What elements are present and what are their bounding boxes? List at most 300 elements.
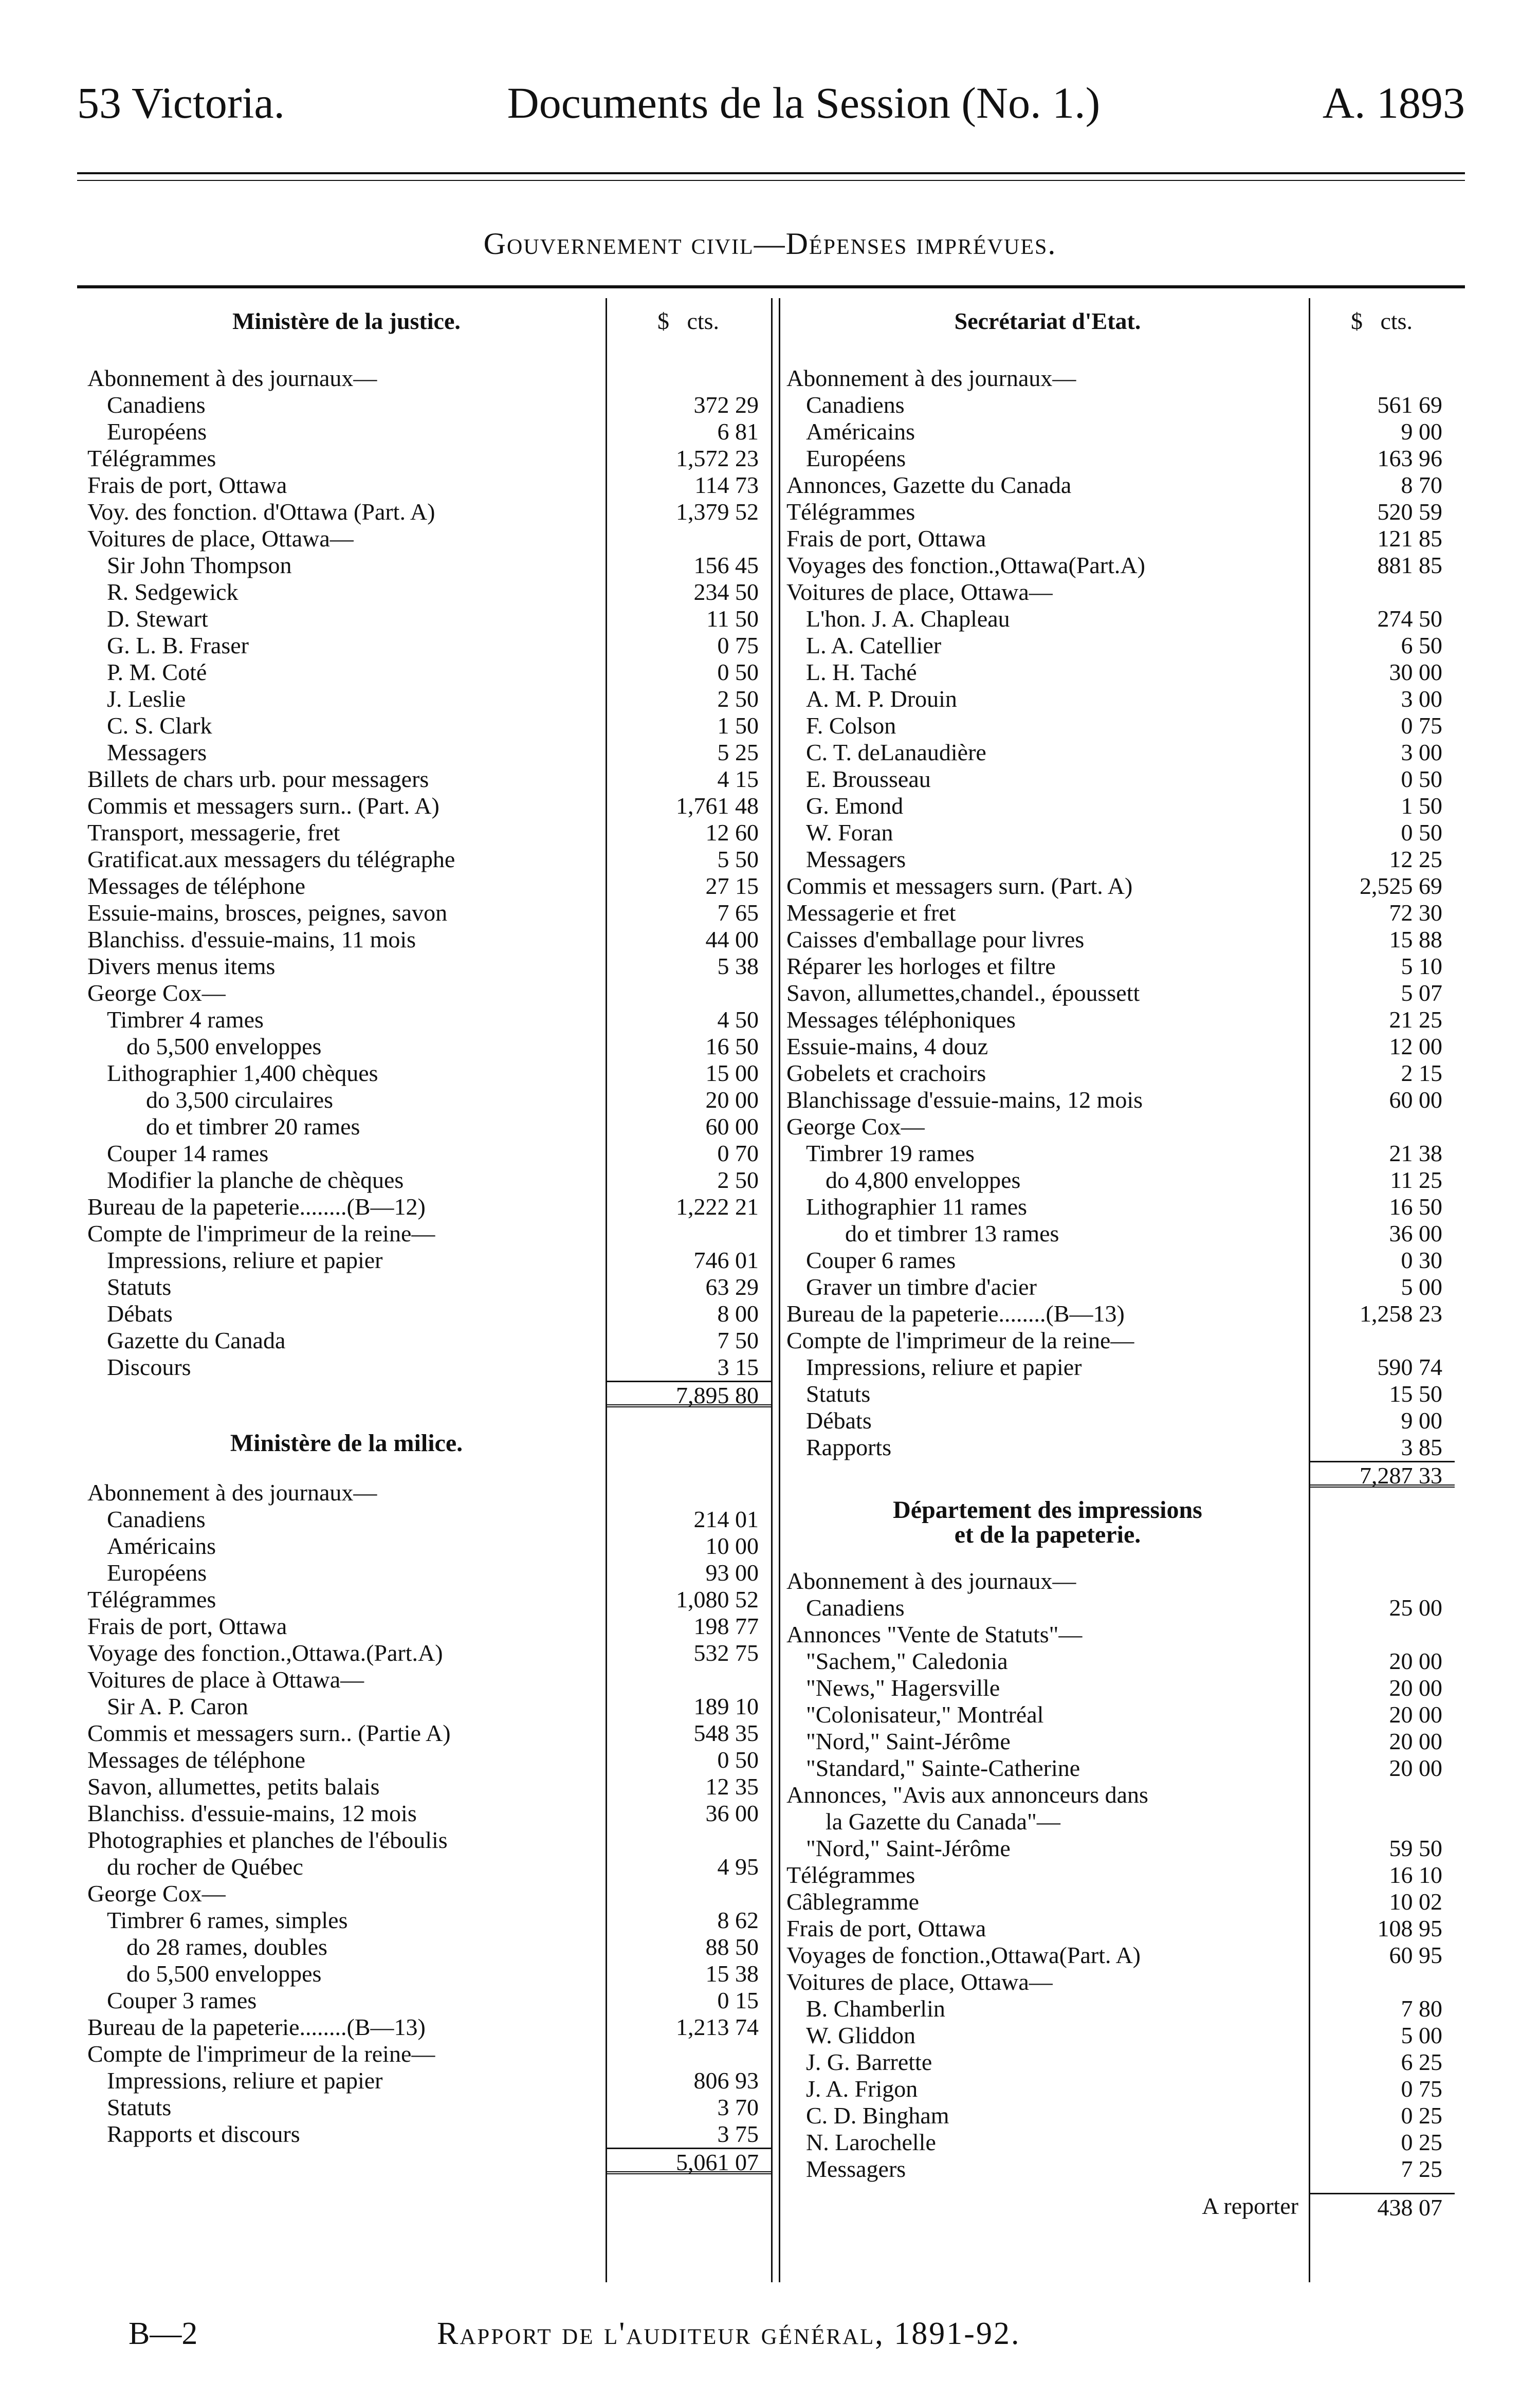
table-row: [786, 1327, 1455, 1354]
table-row: [786, 1354, 1455, 1381]
table-row: [786, 445, 1455, 472]
table-row: [786, 2022, 1455, 2049]
carry-forward-row: [786, 2193, 1455, 2220]
item-description: Couper 3 rames: [107, 1987, 257, 2013]
left-column: [87, 298, 771, 2174]
item-description: Discours: [107, 1354, 191, 1380]
item-amount: 214 01: [693, 1506, 759, 1532]
item-amount: 234 50: [693, 579, 759, 605]
item-description: Bureau de la papeterie........(B—13): [786, 1300, 1125, 1327]
table-row: [87, 926, 771, 953]
milice-total: 5,061 07: [606, 2148, 771, 2174]
justice-total: 7,895 80: [606, 1381, 771, 1407]
item-amount: 15 88: [1389, 926, 1442, 952]
item-description: Sir John Thompson: [107, 552, 292, 578]
item-amount: 15 00: [705, 1060, 759, 1086]
item-description: George Cox—: [87, 980, 226, 1006]
table-row: [87, 418, 771, 445]
item-amount: [1309, 1782, 1455, 1808]
item-amount: [606, 1479, 771, 1506]
item-amount: 532 75: [693, 1640, 759, 1666]
table-row: [786, 1140, 1455, 1167]
item-amount: [1309, 1969, 1455, 1995]
item-description: Canadiens: [806, 392, 905, 418]
table-row: [87, 1987, 771, 2014]
item-description: Timbrer 19 rames: [806, 1140, 975, 1166]
item-description: Impressions, reliure et papier: [107, 1247, 383, 1273]
item-description: W. Foran: [806, 819, 893, 846]
item-amount: 59 50: [1389, 1835, 1442, 1861]
table-row: [786, 846, 1455, 873]
item-description: George Cox—: [87, 1880, 226, 1907]
item-amount: 1 50: [717, 712, 759, 739]
item-description: Blanchiss. d'essuie-mains, 11 mois: [87, 926, 416, 952]
item-description: Canadiens: [107, 1506, 206, 1532]
item-description: Gobelets et crachoirs: [786, 1060, 986, 1086]
item-amount: 3 00: [1401, 739, 1442, 765]
item-amount: 15 38: [705, 1960, 759, 1987]
table-row: [786, 980, 1455, 1006]
item-description: Lithographier 11 rames: [806, 1194, 1028, 1220]
table-row: [786, 1194, 1455, 1220]
item-description: Télégrammes: [87, 1586, 216, 1612]
item-description: Timbrer 6 rames, simples: [107, 1907, 348, 1933]
table-row: [87, 1613, 771, 1640]
section-heading-secretariat: Secrétariat d'Etat.: [954, 308, 1141, 334]
item-description: Gazette du Canada: [107, 1327, 286, 1353]
item-amount: 30 00: [1389, 659, 1442, 685]
item-description: Bureau de la papeterie........(B—12): [87, 1194, 426, 1220]
item-amount: 6 25: [1401, 2049, 1442, 2075]
column-divider: [771, 298, 773, 2282]
item-amount: 5 10: [1401, 953, 1442, 979]
table-row: [87, 1060, 771, 1087]
item-description: Timbrer 4 rames: [107, 1006, 264, 1033]
right-column: [786, 298, 1455, 2220]
table-row: [786, 659, 1455, 686]
table-row: [87, 1907, 771, 1934]
table-row: [786, 1782, 1455, 1808]
table-row: [786, 499, 1455, 525]
item-amount: 4 15: [717, 766, 759, 792]
item-amount: [1309, 365, 1455, 392]
item-amount: 3 15: [717, 1354, 759, 1380]
item-description: Bureau de la papeterie........(B—13): [87, 2014, 426, 2040]
item-description: Annonces, Gazette du Canada: [786, 472, 1072, 498]
footer-text: Rapport de l'auditeur général, 1891-92.: [437, 2316, 1021, 2351]
item-amount: 0 25: [1401, 2102, 1442, 2129]
table-row: [87, 739, 771, 766]
item-description: Européens: [107, 418, 207, 445]
item-description: Messages de téléphone: [87, 873, 306, 899]
item-amount: [606, 1827, 771, 1854]
item-description: Statuts: [107, 1274, 172, 1300]
table-row: [87, 552, 771, 579]
table-row: [87, 953, 771, 980]
item-amount: 8 70: [1401, 472, 1442, 498]
table-row: [87, 1167, 771, 1194]
item-amount: 2 50: [717, 1167, 759, 1193]
item-amount: 2 50: [717, 686, 759, 712]
table-row: [786, 1835, 1455, 1862]
header-rule-thick: [77, 172, 1465, 174]
table-row: [87, 793, 771, 819]
item-amount: 16 50: [705, 1033, 759, 1059]
table-row: [786, 1568, 1455, 1594]
item-amount: [1309, 1621, 1455, 1648]
table-row: [786, 1167, 1455, 1194]
item-description: N. Larochelle: [806, 2129, 936, 2155]
item-amount: [1309, 1808, 1455, 1835]
table-row: [87, 712, 771, 739]
page-header: [77, 77, 1465, 129]
item-amount: 7 80: [1401, 1995, 1442, 2022]
header-center: Documents de la Session (No. 1.): [507, 78, 1101, 127]
item-description: du rocher de Québec: [107, 1854, 303, 1880]
item-amount: 20 00: [1389, 1728, 1442, 1754]
item-description: do 4,800 enveloppes: [826, 1167, 1021, 1193]
table-row: [786, 472, 1455, 499]
section-heading-justice: Ministère de la justice.: [232, 308, 461, 334]
item-amount: 0 75: [1401, 2076, 1442, 2102]
item-description: "News," Hagersville: [806, 1675, 1000, 1701]
item-amount: 60 00: [705, 1113, 759, 1140]
header-left: 53 Victoria.: [77, 78, 285, 127]
table-row: [786, 953, 1455, 980]
item-description: Débats: [806, 1407, 872, 1434]
item-amount: 4 95: [717, 1854, 759, 1880]
item-amount: 11 50: [706, 606, 759, 632]
item-amount: 0 50: [1401, 766, 1442, 792]
table-row: [786, 525, 1455, 552]
table-row: [87, 1247, 771, 1274]
item-description: L'hon. J. A. Chapleau: [806, 606, 1010, 632]
item-description: Billets de chars urb. pour messagers: [87, 766, 429, 792]
item-amount: 8 00: [717, 1300, 759, 1327]
item-amount: 1,213 74: [676, 2014, 759, 2040]
item-description: Voitures de place à Ottawa—: [87, 1666, 364, 1693]
item-description: George Cox—: [786, 1113, 925, 1140]
item-amount: 5 07: [1401, 980, 1442, 1006]
expense-table: [87, 298, 1455, 2282]
table-row: [87, 1560, 771, 1586]
item-amount: 16 10: [1389, 1862, 1442, 1888]
item-description: Blanchiss. d'essuie-mains, 12 mois: [87, 1800, 417, 1826]
item-amount: 0 30: [1401, 1247, 1442, 1273]
table-row: [87, 1747, 771, 1773]
item-description: J. G. Barrette: [806, 2049, 932, 2075]
table-row: [87, 1140, 771, 1167]
item-description: do et timbrer 13 rames: [845, 1220, 1059, 1247]
item-amount: 0 15: [717, 1987, 759, 2013]
table-row: [786, 1701, 1455, 1728]
item-amount: [606, 1220, 771, 1247]
item-amount: 20 00: [1389, 1648, 1442, 1674]
item-amount: [606, 365, 771, 392]
secretariat-rows: [786, 365, 1455, 1461]
item-amount: 590 74: [1377, 1354, 1442, 1380]
table-row: [786, 1648, 1455, 1675]
item-amount: 60 95: [1389, 1942, 1442, 1968]
item-description: "Sachem," Caledonia: [806, 1648, 1008, 1674]
item-description: A. M. P. Drouin: [806, 686, 957, 712]
item-description: Voy. des fonction. d'Ottawa (Part. A): [87, 499, 435, 525]
item-amount: 189 10: [693, 1693, 759, 1719]
item-description: J. Leslie: [107, 686, 186, 712]
item-amount: 16 50: [1389, 1194, 1442, 1220]
table-row: [87, 1854, 771, 1880]
table-row: [87, 1586, 771, 1613]
item-amount: [1309, 1568, 1455, 1594]
table-row: [786, 1621, 1455, 1648]
item-amount: 5 00: [1401, 1274, 1442, 1300]
item-amount: 881 85: [1377, 552, 1442, 578]
item-amount: 1,258 23: [1360, 1300, 1442, 1327]
item-description: do 5,500 enveloppes: [126, 1033, 322, 1059]
table-row: [87, 846, 771, 873]
header-right: A. 1893: [1322, 78, 1465, 127]
table-row: [786, 1274, 1455, 1300]
item-description: Compte de l'imprimeur de la reine—: [87, 1220, 435, 1247]
item-description: Impressions, reliure et papier: [806, 1354, 1082, 1380]
table-row: [87, 1506, 771, 1533]
table-row: [87, 1087, 771, 1113]
item-amount: 93 00: [705, 1560, 759, 1586]
table-row: [87, 1479, 771, 1506]
item-description: Photographies et planches de l'éboulis: [87, 1827, 448, 1853]
table-top-rule: [77, 285, 1465, 288]
item-description: Impressions, reliure et papier: [107, 2067, 383, 2094]
table-row: [786, 926, 1455, 953]
item-amount: [606, 1880, 771, 1907]
table-row: [87, 2121, 771, 2148]
item-amount: [606, 525, 771, 552]
item-description: L. H. Taché: [806, 659, 917, 685]
table-row: [786, 1006, 1455, 1033]
table-row: [786, 739, 1455, 766]
table-row: [87, 686, 771, 712]
item-description: Compte de l'imprimeur de la reine—: [786, 1327, 1134, 1353]
item-description: Messagers: [806, 846, 906, 872]
currency-header-right: $ cts.: [1350, 308, 1413, 334]
table-row: [786, 2129, 1455, 2156]
item-description: Frais de port, Ottawa: [87, 1613, 287, 1639]
justice-rows: [87, 365, 771, 1381]
item-amount: 5 25: [717, 739, 759, 765]
impressions-rows: [786, 1568, 1455, 2183]
table-row: [786, 1755, 1455, 1782]
item-amount: 10 00: [705, 1533, 759, 1559]
table-row: [87, 659, 771, 686]
item-amount: 806 93: [693, 2067, 759, 2094]
item-description: Messages téléphoniques: [786, 1006, 1016, 1033]
item-description: Voitures de place, Ottawa—: [786, 579, 1053, 605]
milice-rows: [87, 1479, 771, 2148]
item-description: C. D. Bingham: [806, 2102, 949, 2129]
table-row: [786, 873, 1455, 900]
table-row: [87, 1220, 771, 1247]
item-description: do 5,500 enveloppes: [126, 1960, 322, 1987]
item-description: Caisses d'emballage pour livres: [786, 926, 1085, 952]
item-description: G. Emond: [806, 793, 904, 819]
item-description: Compte de l'imprimeur de la reine—: [87, 2041, 435, 2067]
table-row: [87, 392, 771, 418]
item-description: Commis et messagers surn.. (Part. A): [87, 793, 439, 819]
secretariat-total-row: [786, 1461, 1455, 1488]
table-row: [786, 1060, 1455, 1087]
table-row: [786, 1728, 1455, 1755]
item-description: C. S. Clark: [107, 712, 212, 739]
table-row: [786, 1594, 1455, 1621]
item-amount: 12 60: [705, 819, 759, 846]
item-amount: 7 50: [717, 1327, 759, 1353]
item-amount: [606, 1666, 771, 1693]
item-description: Commis et messagers surn.. (Partie A): [87, 1720, 451, 1746]
table-row: [87, 2067, 771, 2094]
item-description: do 3,500 circulaires: [146, 1087, 334, 1113]
table-row: [786, 1915, 1455, 1942]
item-amount: 36 00: [705, 1800, 759, 1826]
item-description: Statuts: [806, 1381, 871, 1407]
table-row: [786, 1889, 1455, 1915]
item-amount: 3 70: [717, 2094, 759, 2120]
item-amount: 5 00: [1401, 2022, 1442, 2048]
item-amount: 0 75: [717, 632, 759, 658]
item-description: Voyages des fonction.,Ottawa(Part.A): [786, 552, 1145, 578]
item-description: Annonces "Vente de Statuts"—: [786, 1621, 1083, 1647]
item-description: Frais de port, Ottawa: [786, 525, 986, 552]
carry-label: A reporter: [1202, 2193, 1298, 2219]
item-description: Gratificat.aux messagers du télégraphe: [87, 846, 455, 872]
item-amount: 1,379 52: [676, 499, 759, 525]
item-amount: 6 50: [1401, 632, 1442, 658]
table-row: [87, 445, 771, 472]
item-description: Abonnement à des journaux—: [786, 365, 1076, 391]
item-description: "Nord," Saint-Jérôme: [806, 1835, 1011, 1861]
item-amount: 21 38: [1389, 1140, 1442, 1166]
item-amount: 2 15: [1401, 1060, 1442, 1086]
item-description: Savon, allumettes,chandel., époussett: [786, 980, 1140, 1006]
item-description: P. M. Coté: [107, 659, 207, 685]
table-row: [87, 1640, 771, 1666]
table-row: [786, 392, 1455, 418]
header-rule-thin: [77, 180, 1465, 181]
secretariat-total: 7,287 33: [1309, 1461, 1455, 1488]
item-amount: 198 77: [693, 1613, 759, 1639]
item-amount: 0 50: [1401, 819, 1442, 846]
item-amount: 12 00: [1389, 1033, 1442, 1059]
table-row: [87, 365, 771, 392]
item-description: D. Stewart: [107, 606, 208, 632]
table-row: [87, 1300, 771, 1327]
item-description: Graver un timbre d'acier: [806, 1274, 1037, 1300]
item-amount: [606, 2041, 771, 2067]
item-description: L. A. Catellier: [806, 632, 942, 658]
item-amount: 372 29: [693, 392, 759, 418]
item-description: Canadiens: [806, 1594, 905, 1621]
item-amount: 114 73: [694, 472, 759, 498]
table-row: [87, 2041, 771, 2067]
item-amount: 156 45: [693, 552, 759, 578]
item-amount: 9 00: [1401, 418, 1442, 445]
item-amount: [1309, 579, 1455, 606]
item-description: B. Chamberlin: [806, 1995, 945, 2022]
item-amount: 12 25: [1389, 846, 1442, 872]
item-amount: 88 50: [705, 1934, 759, 1960]
item-amount: 20 00: [1389, 1701, 1442, 1728]
item-description: Frais de port, Ottawa: [786, 1915, 986, 1941]
item-amount: 548 35: [693, 1720, 759, 1746]
table-row: [87, 1033, 771, 1060]
item-amount: 7 25: [1401, 2156, 1442, 2182]
table-row: [786, 365, 1455, 392]
table-row: [786, 1969, 1455, 1995]
item-description: Voitures de place, Ottawa—: [87, 525, 354, 552]
table-row: [786, 1381, 1455, 1407]
table-row: [786, 819, 1455, 846]
table-row: [87, 1693, 771, 1720]
table-row: [87, 1880, 771, 1907]
table-row: [87, 1327, 771, 1354]
table-row: [87, 1194, 771, 1220]
table-row: [87, 606, 771, 632]
item-description: Modifier la planche de chèques: [107, 1167, 404, 1193]
item-amount: 561 69: [1377, 392, 1442, 418]
item-description: do 28 rames, doubles: [126, 1934, 327, 1960]
table-row: [786, 1434, 1455, 1461]
item-description: Débats: [107, 1300, 173, 1327]
table-row: [786, 1407, 1455, 1434]
item-description: R. Sedgewick: [107, 579, 239, 605]
table-row: [786, 1862, 1455, 1889]
item-description: "Colonisateur," Montréal: [806, 1701, 1044, 1728]
item-amount: 0 25: [1401, 2129, 1442, 2155]
item-amount: 3 00: [1401, 686, 1442, 712]
table-row: [786, 632, 1455, 659]
justice-total-row: [87, 1381, 771, 1407]
item-amount: 9 00: [1401, 1407, 1442, 1434]
item-description: Essuie-mains, 4 douz: [786, 1033, 988, 1059]
table-row: [786, 1808, 1455, 1835]
item-amount: 163 96: [1377, 445, 1442, 471]
table-row: [786, 1087, 1455, 1113]
item-amount: 20 00: [1389, 1755, 1442, 1781]
table-row: [87, 1533, 771, 1560]
section-heading-impressions-1: Département des impressions: [893, 1496, 1202, 1524]
table-row: [786, 1247, 1455, 1274]
item-description: W. Gliddon: [806, 2022, 915, 2048]
table-row: [786, 418, 1455, 445]
table-row: [786, 712, 1455, 739]
item-description: Télégrammes: [786, 1862, 915, 1888]
table-row: [87, 525, 771, 552]
item-description: Statuts: [107, 2094, 172, 2120]
item-amount: 44 00: [705, 926, 759, 952]
item-amount: 60 00: [1389, 1087, 1442, 1113]
item-description: "Nord," Saint-Jérôme: [806, 1728, 1011, 1754]
item-description: Messagerie et fret: [786, 900, 956, 926]
item-amount: 5 38: [717, 953, 759, 979]
item-amount: 0 50: [717, 659, 759, 685]
table-row: [786, 686, 1455, 712]
item-description: Américains: [107, 1533, 216, 1559]
item-amount: 1,222 21: [676, 1194, 759, 1220]
table-row: [786, 2076, 1455, 2102]
table-row: [786, 579, 1455, 606]
table-row: [786, 1033, 1455, 1060]
table-row: [786, 1995, 1455, 2022]
item-description: Transport, messagerie, fret: [87, 819, 340, 846]
